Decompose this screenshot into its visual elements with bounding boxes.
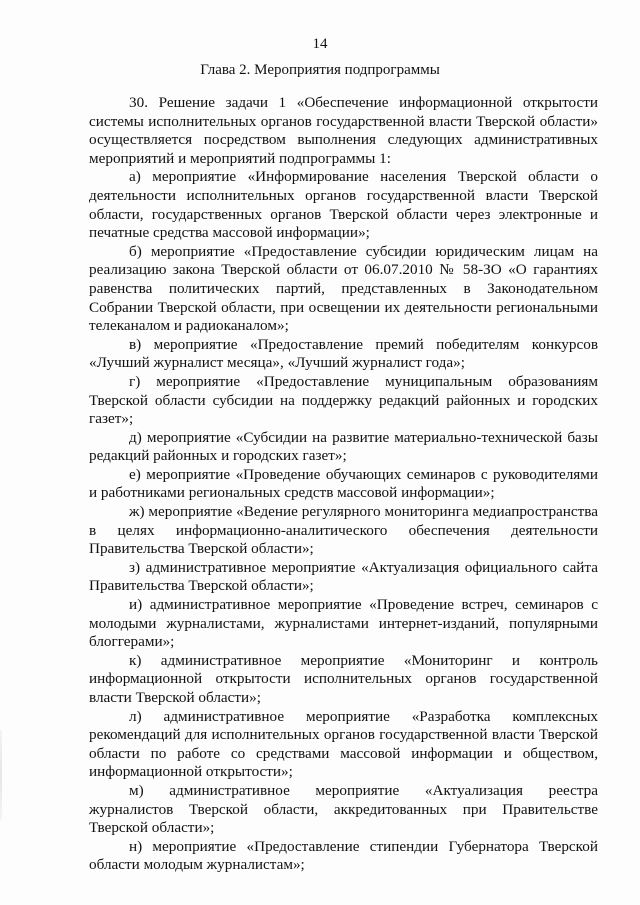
list-item-z: з) административное мероприятие «Актуализация официального сайта Правительства Тверской области»; xyxy=(89,558,598,595)
list-item-e: е) мероприятие «Проведение обучающих семинаров с руководителями и работниками региональных средств массовой информации»; xyxy=(89,465,598,502)
list-item-l: л) административное мероприятие «Разработка комплексных рекомендаций для исполнительных органов государственной власти Тверской области по работе со средствами массовой информации и обществом, информационной открытости»; xyxy=(89,707,598,781)
list-item-d: д) мероприятие «Субсидии на развитие материально-технической базы редакций районных и городских газет»; xyxy=(89,428,598,465)
list-item-g: г) мероприятие «Предоставление муниципальным образованиям Тверской области субсидии на поддержку редакций районных и городских газет»; xyxy=(89,372,598,428)
list-item-k: к) административное мероприятие «Мониторинг и контроль информационной открытости исполнительных органов государственной власти Тверской области»; xyxy=(89,651,598,706)
scan-edge-shadow xyxy=(0,730,2,820)
list-item-b: б) мероприятие «Предоставление субсидии юридическим лицам на реализацию закона Тверской области от 06.07.2010 № 58-ЗО «О гарантиях равенства политических партий, представленных в Законодательном Собрании Тверской области, при освещении их деятельности региональными телеканалом и радиоканалом»; xyxy=(89,242,598,335)
list-item-i: и) административное мероприятие «Проведение встреч, семинаров с молодыми журналистами, журналистами интернет-изданий, популярными блоггерами»; xyxy=(89,596,598,651)
list-item-v: в) мероприятие «Предоставление премий победителям конкурсов «Лучший журналист месяца», «Лучший журналист года»; xyxy=(89,335,598,372)
list-item-m: м) административное мероприятие «Актуализация реестра журналистов Тверской области, аккредитованных при Правительстве Тверской области»; xyxy=(89,781,598,837)
page-number: 14 xyxy=(312,36,328,52)
chapter-heading: Глава 2. Мероприятия подпрограммы xyxy=(200,62,440,78)
list-item-n: н) мероприятие «Предоставление стипендии Губернатора Тверской области молодым журналистам»; xyxy=(89,837,598,874)
document-body xyxy=(89,94,598,875)
paragraph-item-30: 30. Решение задачи 1 «Обеспечение информационной открытости системы исполнительных органов государственной власти Тверской области» осуществляется посредством выполнения следующих административных мероприятий и мероприятий подпрограммы 1: xyxy=(89,94,598,167)
list-item-a: а) мероприятие «Информирование населения Тверской области о деятельности исполнительных органов государственной власти Тверской области, государственных органов Тверской области через электронные и печатные средства массовой информации»; xyxy=(89,168,598,242)
list-item-zh: ж) мероприятие «Ведение регулярного мониторинга медиапространства в целях информационно-аналитического обеспечения деятельности Правительства Тверской области»; xyxy=(89,503,598,558)
